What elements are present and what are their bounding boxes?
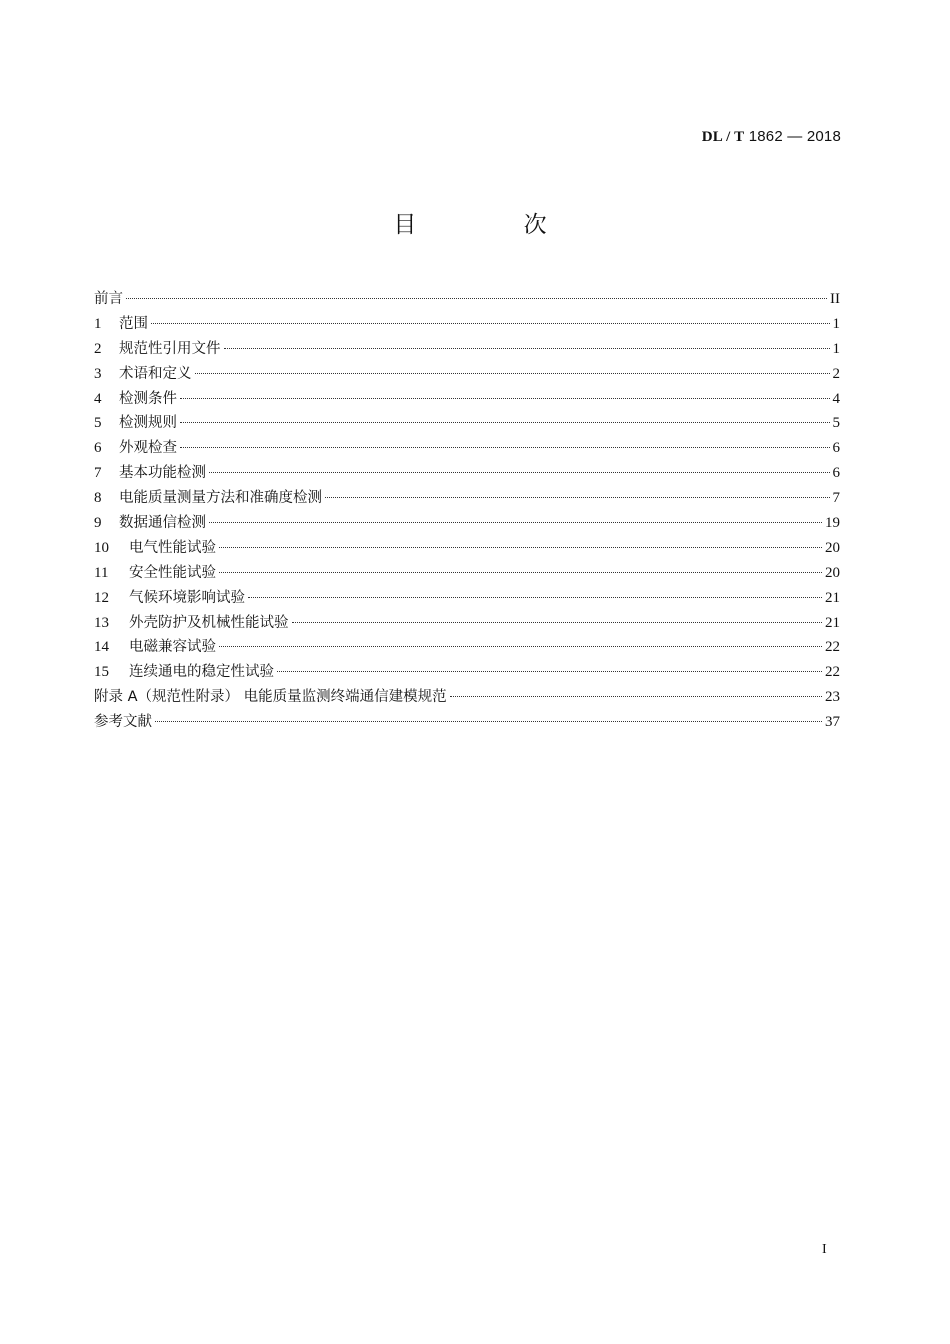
toc-leader-dots <box>209 472 830 473</box>
toc-entry-label: 术语和定义 <box>119 365 192 382</box>
toc-entry[interactable] <box>94 611 840 636</box>
toc-entry-label: 前言 <box>94 291 123 307</box>
toc-leader-dots <box>277 671 822 672</box>
toc-entry-label: 电能质量测量方法和准确度检测 <box>119 490 322 507</box>
toc-entry-label: 数据通信检测 <box>119 515 206 532</box>
toc-entry-page: 1 <box>832 315 840 332</box>
toc-entry-label: 基本功能检测 <box>119 465 206 482</box>
toc-entry-page: 5 <box>832 415 840 432</box>
toc-leader-dots <box>325 497 830 498</box>
toc-entry-label: 附录 A（规范性附录） 电能质量监测终端通信建模规范 <box>94 689 447 706</box>
toc-entry-number: 5 <box>94 415 102 432</box>
toc-entry-number: 9 <box>94 515 102 532</box>
toc-leader-dots <box>219 547 822 548</box>
toc-entry-page: 22 <box>825 664 840 681</box>
toc-leader-dots <box>450 696 822 697</box>
toc-leader-dots <box>292 622 823 623</box>
toc-entry-number: 14 <box>94 639 109 656</box>
toc-entry-number: 4 <box>94 390 102 407</box>
toc-entry-page: 21 <box>825 589 840 606</box>
toc-entry[interactable] <box>94 511 840 536</box>
toc-leader-dots <box>151 323 830 324</box>
toc-entry-number: 15 <box>94 664 109 681</box>
toc-entry-page: 37 <box>825 714 840 731</box>
toc-entry-label: 安全性能试验 <box>129 564 216 581</box>
toc-entry[interactable] <box>94 362 840 387</box>
toc-entry-number: 10 <box>94 539 109 556</box>
toc-entry-label: 外观检查 <box>119 440 177 457</box>
toc-leader-dots <box>219 646 822 647</box>
toc-entry[interactable] <box>94 287 840 312</box>
toc-entry[interactable] <box>94 486 840 511</box>
toc-leader-dots <box>180 447 830 448</box>
toc-entry[interactable] <box>94 461 840 486</box>
toc-leader-dots <box>126 298 827 299</box>
toc-entry-number: 2 <box>94 340 102 357</box>
toc-entry-number: 13 <box>94 614 109 631</box>
toc-entry-page: 22 <box>825 639 840 656</box>
page-title: 目 次 <box>393 212 597 238</box>
toc-leader-dots <box>224 348 830 349</box>
toc-entry[interactable] <box>94 312 840 337</box>
toc-entry[interactable] <box>94 411 840 436</box>
toc-entry[interactable] <box>94 536 840 561</box>
toc-entry-label: 参考文献 <box>94 714 152 731</box>
toc-entry-number: 11 <box>94 564 109 581</box>
toc-entry-label: 范围 <box>119 315 148 332</box>
toc-entry-label: 规范性引用文件 <box>119 340 221 357</box>
toc-entry[interactable] <box>94 387 840 412</box>
toc-entry-label: 检测规则 <box>119 415 177 432</box>
toc-entry-number: 3 <box>94 365 102 382</box>
toc-entry-page: 21 <box>825 614 840 631</box>
toc-leader-dots <box>219 572 822 573</box>
toc-leader-dots <box>248 597 822 598</box>
toc-leader-dots <box>180 422 830 423</box>
toc-entry-page: 6 <box>832 440 840 457</box>
standard-prefix: DL / T <box>701 129 745 145</box>
toc-entry-label: 气候环境影响试验 <box>129 589 245 606</box>
toc-entry-label: 电气性能试验 <box>129 539 216 556</box>
toc-leader-dots <box>180 398 830 399</box>
toc-entry-label: 检测条件 <box>119 390 177 407</box>
toc-entry-number: 8 <box>94 490 102 507</box>
toc-leader-dots <box>195 373 830 374</box>
toc-entry[interactable] <box>94 685 840 710</box>
toc-entry-page: 20 <box>825 539 840 556</box>
toc-entry[interactable] <box>94 710 840 735</box>
toc-entry-page: 4 <box>832 390 840 407</box>
toc-entry-page: 6 <box>832 465 840 482</box>
toc-entry-label: 连续通电的稳定性试验 <box>129 664 274 681</box>
toc-entry-number: 7 <box>94 465 102 482</box>
toc-entry-label: 电磁兼容试验 <box>129 639 216 656</box>
toc-entry[interactable] <box>94 436 840 461</box>
toc-entry-page: II <box>830 291 840 307</box>
toc-entry[interactable] <box>94 635 840 660</box>
toc-leader-dots <box>209 522 822 523</box>
toc-entry-page: 23 <box>825 689 840 706</box>
toc-entry[interactable] <box>94 561 840 586</box>
toc-entry[interactable] <box>94 586 840 611</box>
toc-entry-page: 2 <box>832 365 840 382</box>
toc-leader-dots <box>155 721 822 722</box>
toc-entry-page: 20 <box>825 564 840 581</box>
toc-entry-page: 1 <box>832 340 840 357</box>
toc-entry-number: 12 <box>94 589 109 606</box>
page-number: I <box>822 1242 827 1257</box>
table-of-contents <box>94 287 840 735</box>
standard-number: 1862 — 2018 <box>748 128 841 145</box>
standard-code <box>702 128 841 146</box>
toc-entry-number: 6 <box>94 440 102 457</box>
toc-entry-page: 7 <box>832 490 840 507</box>
toc-entry-number: 1 <box>94 315 102 332</box>
toc-entry-page: 19 <box>825 515 840 532</box>
toc-entry[interactable] <box>94 660 840 685</box>
toc-entry-label: 外壳防护及机械性能试验 <box>129 614 289 631</box>
toc-entry[interactable] <box>94 337 840 362</box>
